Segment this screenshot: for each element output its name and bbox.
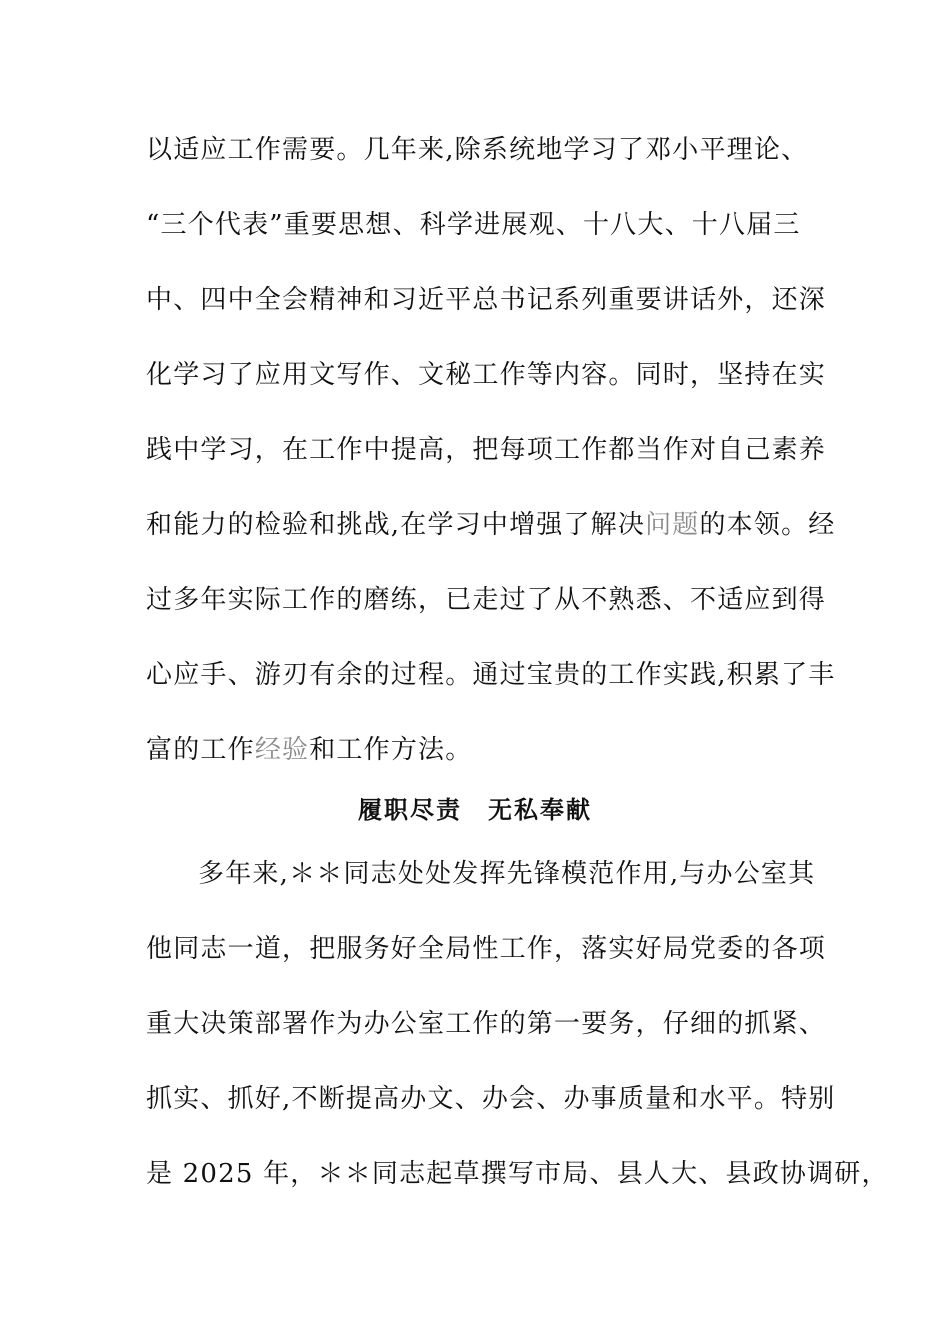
line-9-text-start: 富的工作 (146, 735, 255, 765)
line-9-text-end: 和工作方法。 (309, 735, 473, 765)
paragraph-2-line-5: 是 2025 年，＊＊同志起草撰写市局、县人大、县政协调研， (146, 1159, 889, 1189)
paragraph-1-line-4: 化学习了应用文写作、文秘工作等内容。同时，坚持在实 (146, 360, 827, 390)
paragraph-2-line-1: 多年来,＊＊同志处处发挥先锋模范作用,与办公室其 (198, 859, 816, 889)
paragraph-1-line-5: 践中学习，在工作中提高，把每项工作都当作对自己素养 (146, 435, 827, 465)
line-9-gray-text: 经验 (254, 735, 310, 765)
paragraph-2-line-3: 重大决策部署作为办公室工作的第一要务，仔细的抓紧、 (146, 1009, 827, 1039)
paragraph-1-line-6 (146, 507, 836, 543)
paragraph-2-line-4: 抓实、抓好,不断提高办文、办会、办事质量和水平。特别 (146, 1084, 836, 1114)
paragraph-1-line-9 (146, 732, 816, 768)
paragraph-1-line-7: 过多年实际工作的磨练，已走过了从不熟悉、不适应到得 (146, 585, 827, 615)
section-heading: 履职尽责 无私奉献 (358, 796, 592, 824)
line-6-text-end: 的本领。经 (699, 510, 836, 540)
paragraph-2-line-2: 他同志一道，把服务好全局性工作，落实好局党委的各项 (146, 934, 827, 964)
paragraph-1-line-1: 以适应工作需要。几年来,除系统地学习了邓小平理论、 (146, 135, 809, 165)
paragraph-1-line-2: “三个代表”重要思想、科学进展观、十八大、十八届三 (146, 210, 801, 240)
paragraph-1-line-3: 中、四中全会精神和习近平总书记系列重要讲话外，还深 (146, 285, 827, 315)
line-6-gray-text: 问题 (645, 510, 700, 540)
paragraph-1-line-8: 心应手、游刃有余的过程。通过宝贵的工作实践,积累了丰 (146, 660, 836, 690)
line-6-text-start: 和能力的检验和挑战,在学习中增强了解决 (146, 510, 646, 540)
